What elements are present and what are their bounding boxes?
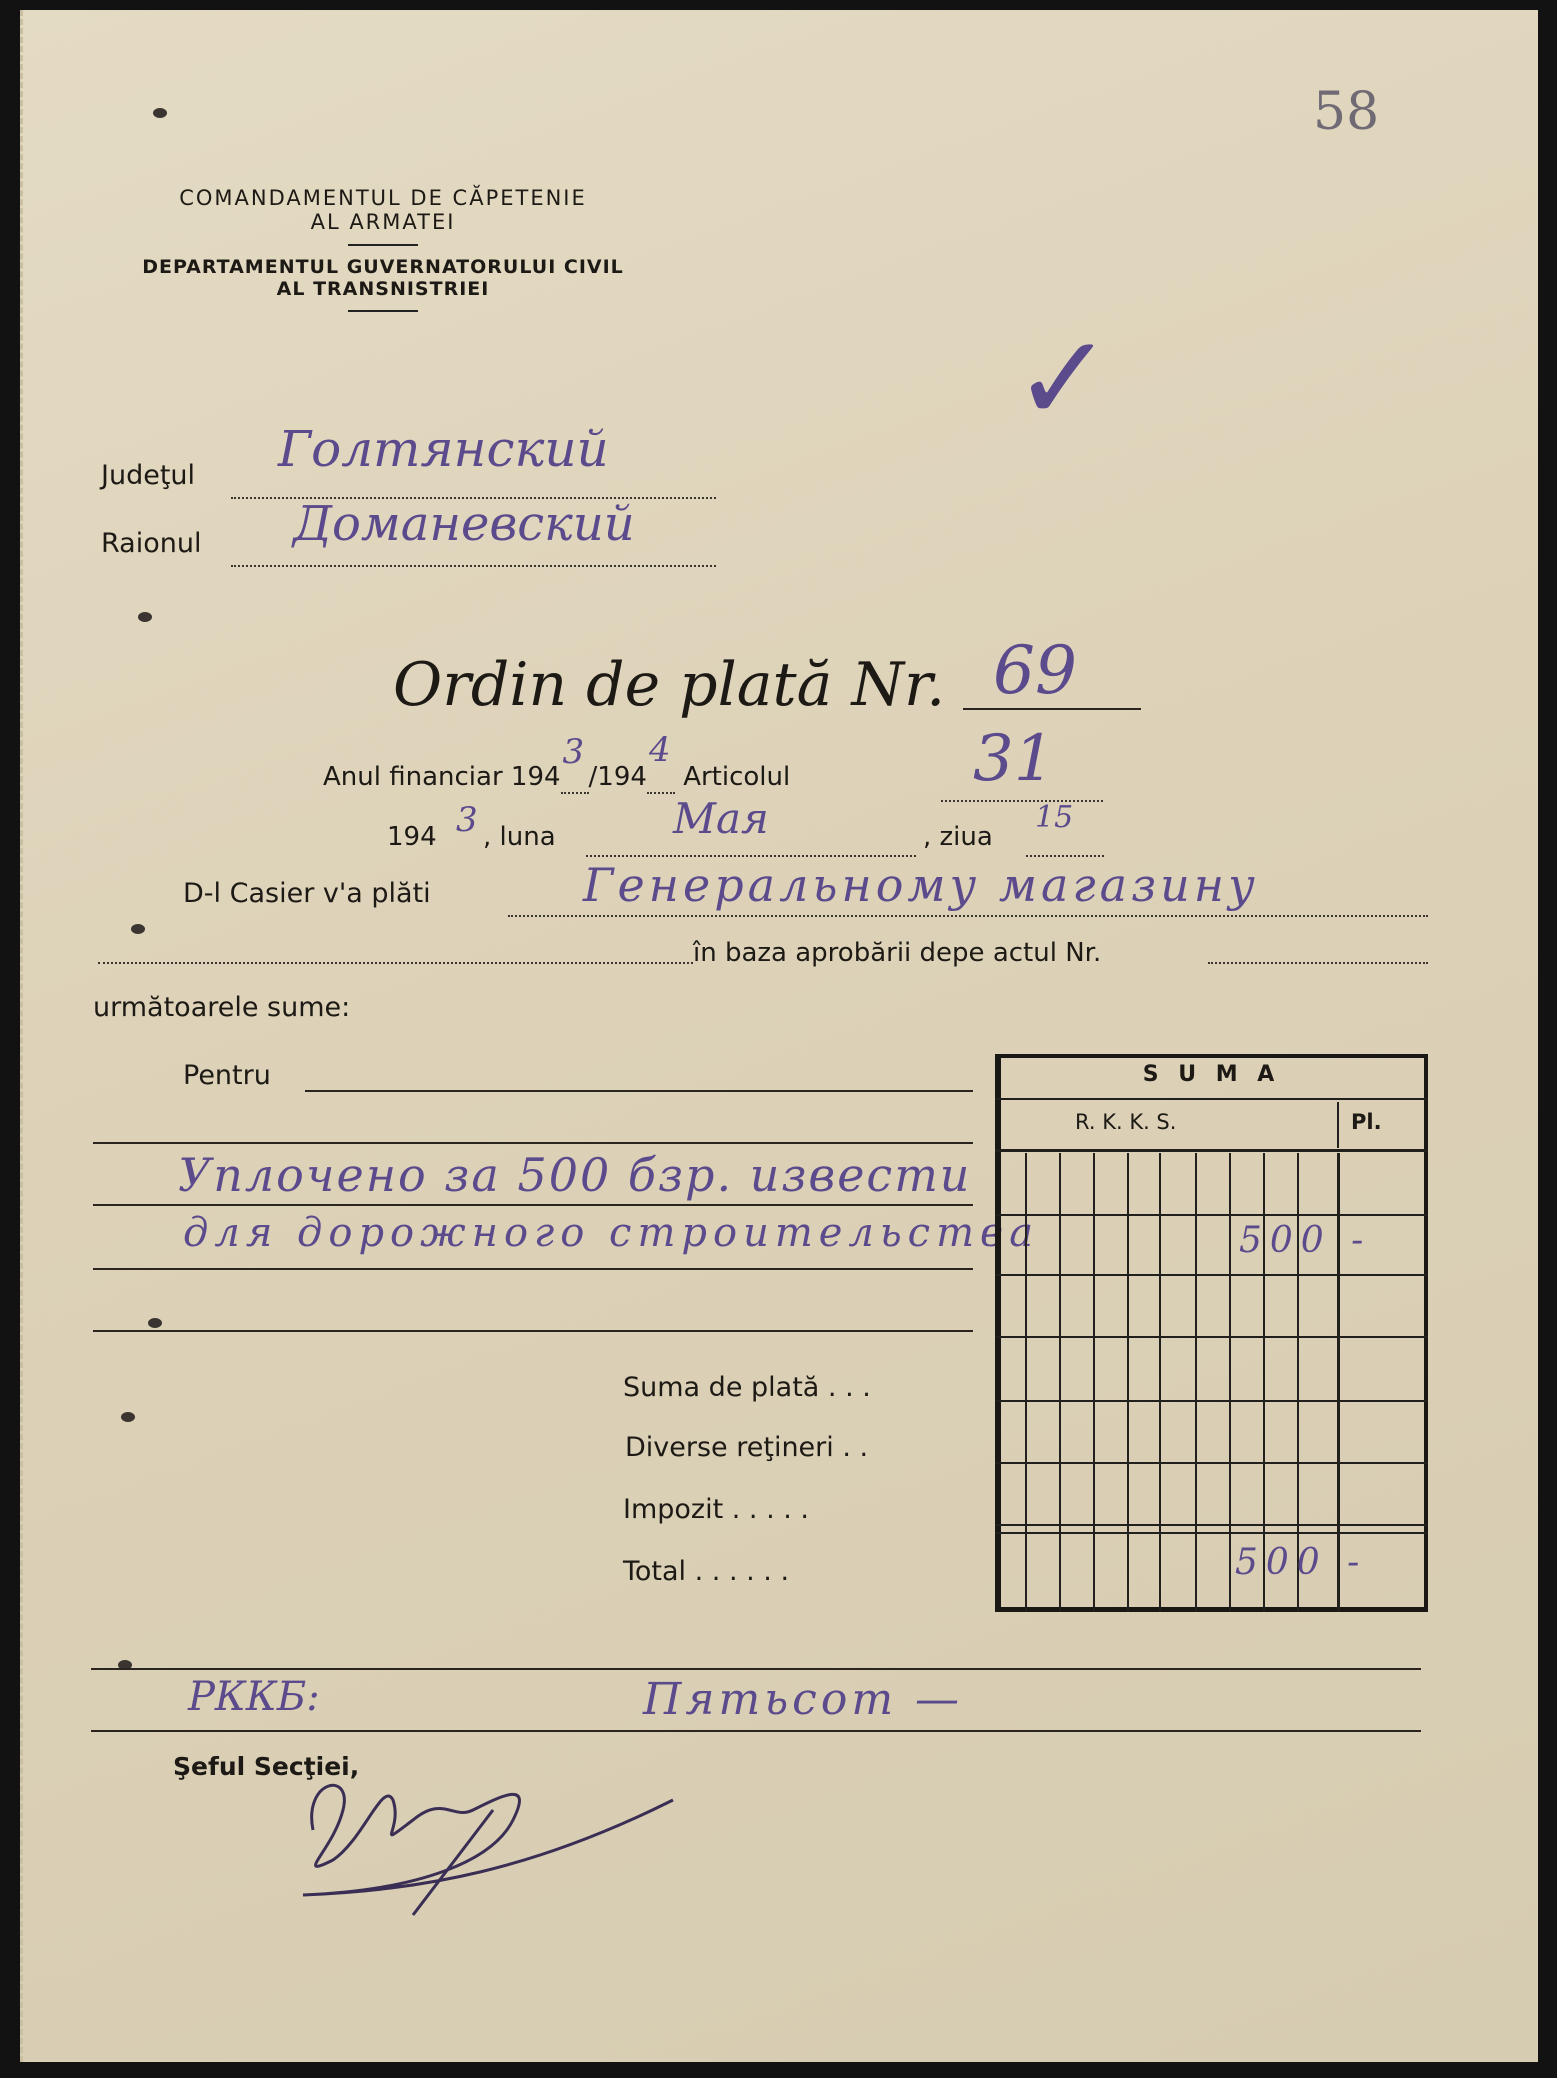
payment-order-document — [20, 10, 1538, 2062]
punch-hole — [153, 108, 167, 118]
judet-label: Judeţul — [101, 460, 196, 491]
anul-prefix: 194 — [510, 762, 561, 792]
anul-year1-slot — [561, 732, 589, 794]
suma-sub-rkks: R. K. K. S. — [1075, 1110, 1177, 1134]
order-number: 69 — [993, 632, 1077, 709]
sume-label: următoarele sume: — [93, 992, 351, 1023]
luna-line — [586, 855, 916, 857]
punch-hole — [121, 1412, 135, 1422]
aprobare-nr-line — [1208, 962, 1428, 964]
luna-value: Мая — [673, 794, 769, 843]
pentru-text-1: Уплочено за 500 бзр. извести — [178, 1148, 972, 1202]
anul-year1: 3 — [562, 732, 585, 772]
pentru-line-2 — [93, 1142, 973, 1144]
check-mark: ✓ — [1013, 310, 1114, 449]
diverse-label: Diverse reţineri . . — [625, 1432, 869, 1463]
date-prefix: 194 — [387, 822, 437, 852]
pentru-label: Pentru — [183, 1060, 271, 1091]
anul-year2: 4 — [648, 730, 671, 770]
suma-de-plata-text: Suma de plată — [623, 1372, 820, 1403]
luna-label: , luna — [483, 822, 556, 852]
suma-table — [995, 1054, 1428, 1612]
header-line-1: COMANDAMENTUL DE CĂPETENIE — [179, 186, 587, 210]
sef-label: Şeful Secţiei, — [173, 1752, 360, 1781]
impozit-label: Impozit . . . . . — [623, 1494, 810, 1525]
suma-title: S U M A — [1142, 1062, 1281, 1087]
order-title: Ordin de plată Nr. — [393, 650, 946, 720]
header-line-2: AL ARMATEI — [310, 210, 456, 234]
pentru-text-2: для дорожного строительства — [183, 1210, 1040, 1256]
ziua-label: , ziua — [923, 822, 993, 852]
casier-line — [508, 915, 1428, 917]
words-line-bottom — [91, 1730, 1421, 1732]
punch-hole — [131, 924, 145, 934]
raion-label: Raionul — [101, 528, 202, 559]
anul-sep: /194 — [588, 762, 647, 792]
ziua-value: 15 — [1035, 800, 1074, 835]
suma-row-amount: 500 - — [1239, 1220, 1372, 1261]
raion-line — [231, 565, 716, 567]
judet-value: Голтянский — [278, 420, 609, 478]
punch-hole — [148, 1318, 162, 1328]
casier-label: D-l Casier v'a plăti — [183, 878, 431, 909]
raion-value: Доманевский — [293, 496, 635, 552]
header-line-4: AL TRANSNISTRIEI — [276, 278, 490, 300]
date-year: 3 — [456, 800, 478, 840]
words-line-top — [91, 1668, 1421, 1670]
suma-total-amount: 500 - — [1235, 1542, 1368, 1583]
total-label: Total . . . . . . — [623, 1556, 790, 1587]
anul-year2-slot — [647, 730, 675, 794]
pentru-line-5 — [93, 1330, 973, 1332]
pentru-line-1 — [305, 1090, 973, 1092]
articol-value: 31 — [973, 722, 1055, 796]
total-text: Total — [623, 1556, 687, 1587]
casier-value: Генеральному магазину — [583, 858, 1259, 912]
pentru-line-4 — [93, 1268, 973, 1270]
punch-hole — [138, 612, 152, 622]
aprobare-label: în baza aprobării depe actul Nr. — [693, 938, 1102, 968]
suma-de-plata-label: Suma de plată . . . — [623, 1372, 871, 1403]
ziua-line — [1026, 855, 1104, 857]
pentru-line-3 — [93, 1204, 973, 1206]
impozit-text: Impozit — [623, 1494, 724, 1525]
signature-mark — [273, 1740, 693, 1920]
articol-label: Articolul — [683, 762, 791, 792]
anul-label: Anul financiar — [323, 762, 503, 792]
words-prefix: РККБ: — [188, 1674, 320, 1720]
diverse-text: Diverse reţineri — [625, 1432, 834, 1463]
articol-line — [941, 800, 1103, 802]
page-number: 58 — [1313, 82, 1380, 142]
header-line-3: DEPARTAMENTUL GUVERNATORULUI CIVIL — [142, 256, 624, 278]
suma-sub-pl: Pl. — [1351, 1110, 1382, 1134]
anul-line — [323, 730, 791, 794]
aprobare-left-line — [98, 962, 693, 964]
letterhead — [93, 186, 673, 322]
words-value: Пятьсот — — [643, 1674, 964, 1725]
